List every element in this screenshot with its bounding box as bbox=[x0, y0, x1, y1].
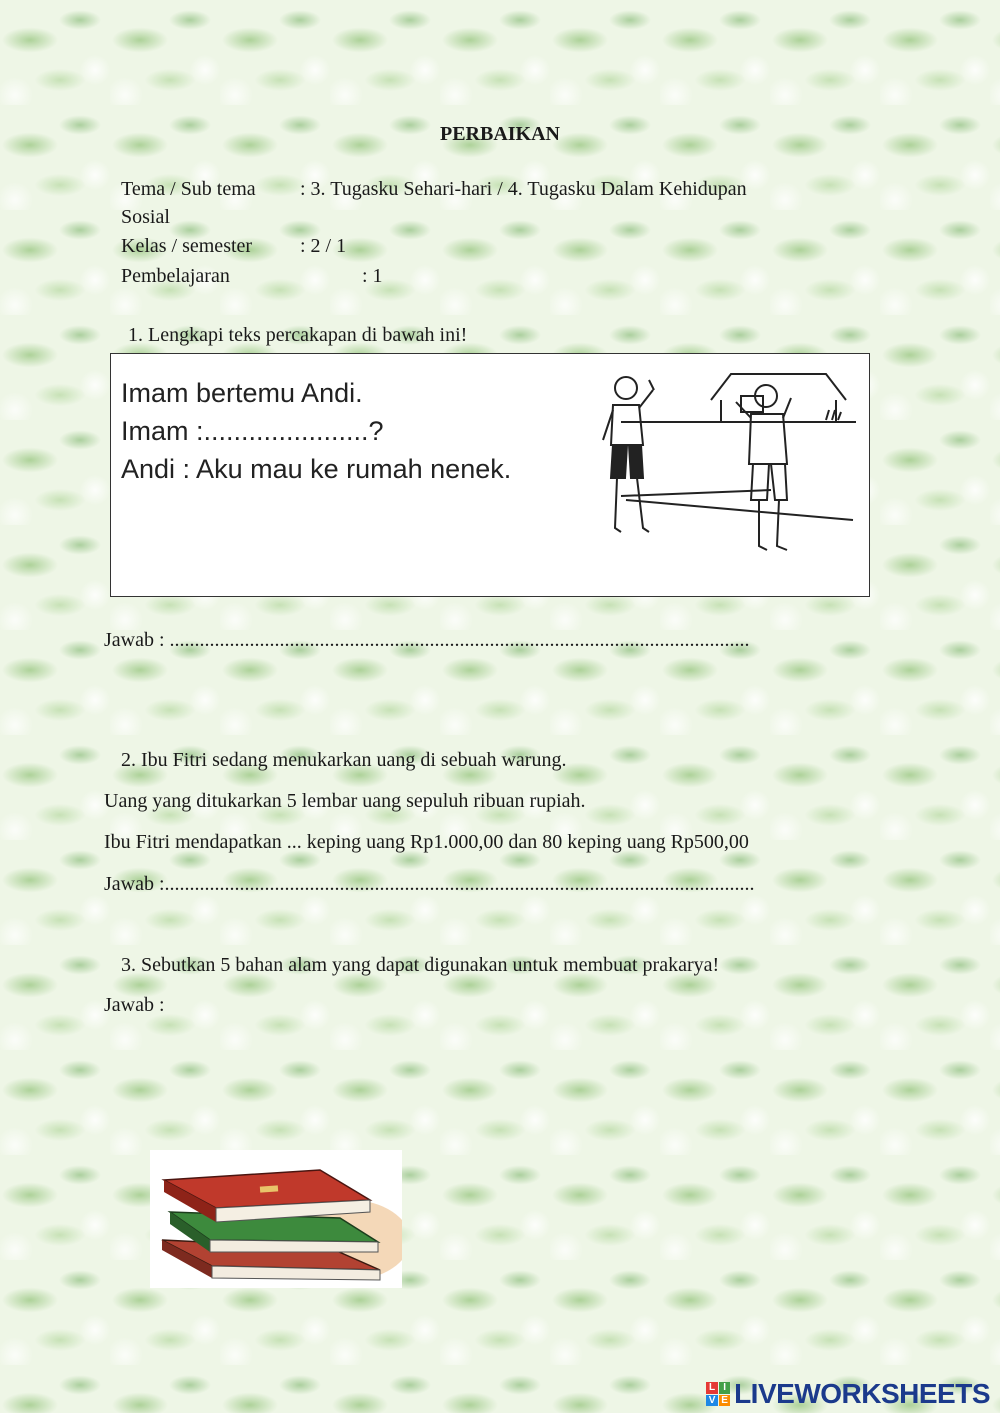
question-2-line-2: Ibu Fitri mendapatkan ... keping uang Rp1.000,00 dan 80 keping uang Rp500,00 bbox=[104, 831, 749, 853]
pembelajaran-label: Pembelajaran bbox=[121, 265, 230, 287]
kelas-value: : 2 / 1 bbox=[300, 235, 347, 257]
q3-answer-label[interactable]: Jawab : bbox=[104, 994, 165, 1016]
q1-answer-line[interactable]: Jawab : .................................................................................................................... bbox=[104, 629, 750, 651]
question-3: 3. Sebutkan 5 bahan alam yang dapat digunakan untuk membuat prakarya! bbox=[121, 954, 720, 976]
q2-answer-line[interactable]: Jawab :...................................................................................................................... bbox=[104, 873, 755, 895]
page-title: PERBAIKAN bbox=[439, 123, 560, 145]
kelas-label: Kelas / semester bbox=[121, 235, 253, 257]
liveworksheets-brand[interactable] bbox=[706, 1378, 990, 1410]
liveworksheets-logo-icon: L I V E bbox=[706, 1382, 730, 1406]
books-illustration bbox=[150, 1150, 402, 1288]
boys-illustration bbox=[591, 360, 861, 560]
question-2: 2. Ibu Fitri sedang menukarkan uang di sebuah warung. bbox=[121, 749, 567, 771]
dialog-card bbox=[110, 353, 870, 597]
dialog-line-2: Imam :......................? bbox=[121, 416, 384, 446]
tema-value-continued: Sosial bbox=[121, 206, 170, 228]
pembelajaran-value: : 1 bbox=[362, 265, 383, 287]
brand-name: LIVEWORKSHEETS bbox=[734, 1378, 990, 1409]
tema-label: Tema / Sub tema bbox=[121, 178, 256, 200]
dialog-line-1: Imam bertemu Andi. bbox=[121, 378, 363, 408]
dialog-line-3: Andi : Aku mau ke rumah nenek. bbox=[121, 454, 512, 484]
question-1: 1. Lengkapi teks percakapan di bawah ini! bbox=[128, 324, 468, 346]
tema-value: : 3. Tugasku Sehari-hari / 4. Tugasku Dalam Kehidupan bbox=[300, 178, 747, 200]
question-2-line-1: Uang yang ditukarkan 5 lembar uang sepuluh ribuan rupiah. bbox=[104, 790, 586, 812]
